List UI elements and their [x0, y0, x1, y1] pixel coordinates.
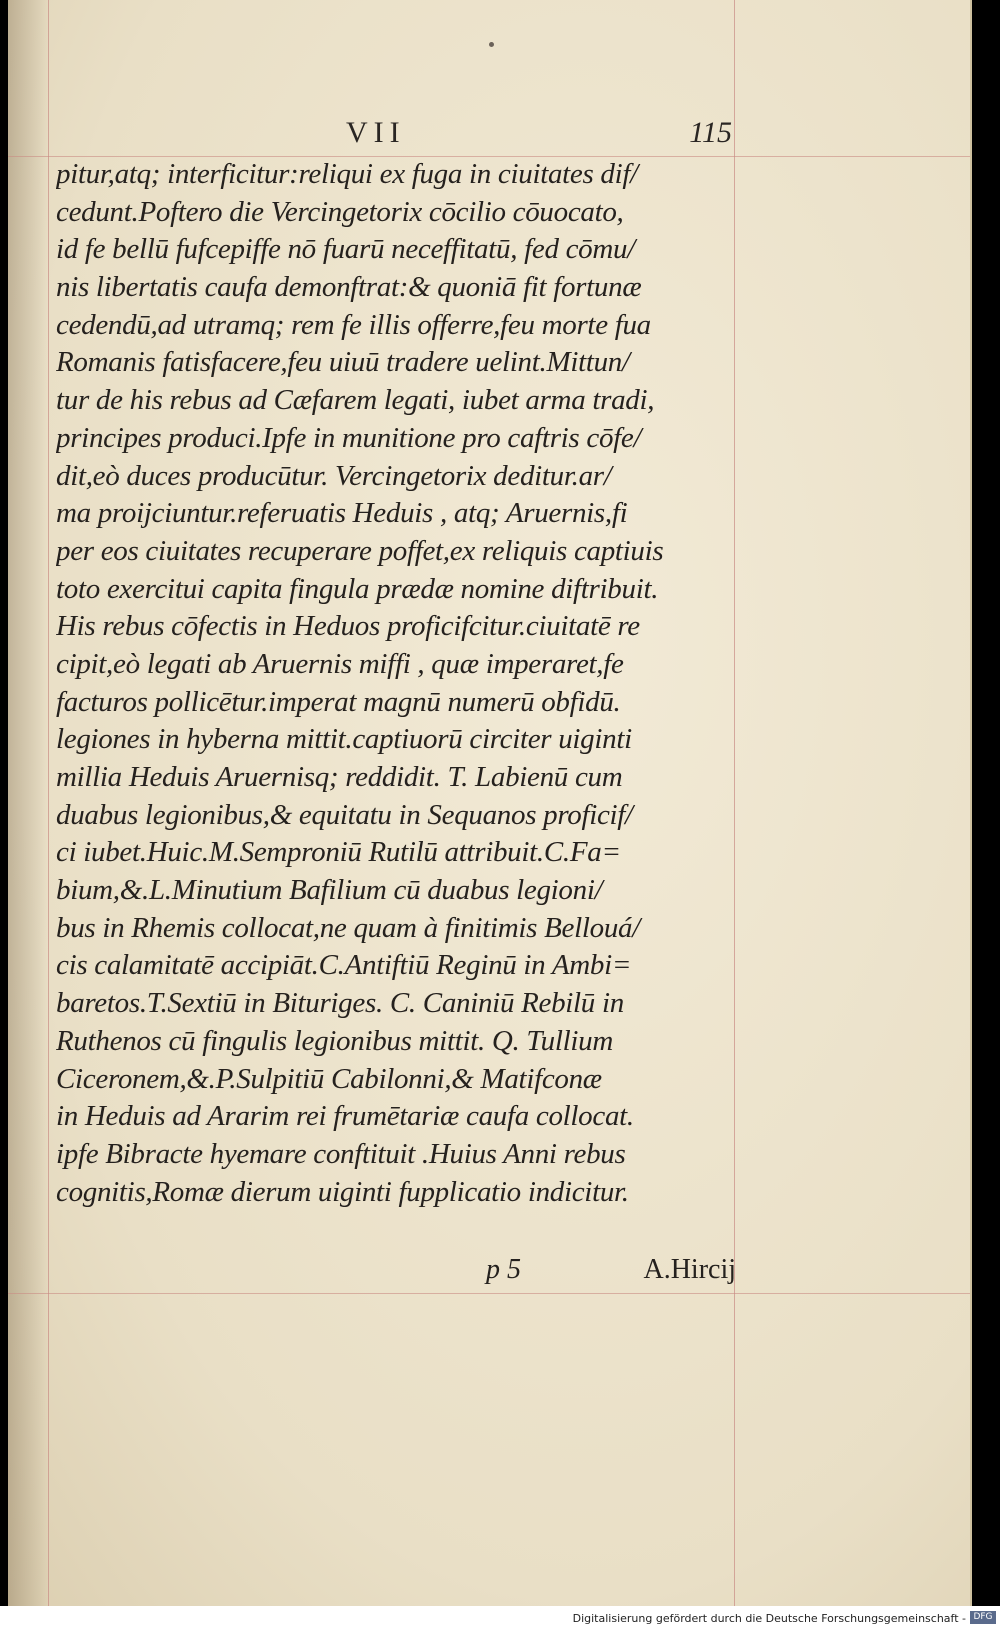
- text-line: dit,eò duces producūtur. Vercingetorix deditur.ar/: [56, 459, 612, 492]
- text-line: cognitis,Romæ dierum uiginti fupplicatio indicitur.: [56, 1175, 629, 1208]
- text-line: bus in Rhemis collocat,ne quam à finitimis Bellouá/: [56, 911, 640, 944]
- text-line: cipit,eò legati ab Aruernis miffi , quæ imperaret,fe: [56, 647, 624, 680]
- text-line: cedendū,ad utramq; rem fe illis offerre,feu morte fua: [56, 308, 651, 341]
- text-line: id fe bellū fufcepiffe nō fuarū neceffitatū, fed cōmu/: [56, 233, 635, 266]
- text-line: baretos.T.Sextiū in Bituriges. C. Caniniū Rebilū in: [56, 987, 624, 1020]
- text-line: Romanis fatisfacere,feu uiuū tradere uelint.Mittun/: [56, 346, 630, 379]
- left-margin-rule: [48, 0, 49, 1606]
- text-line: facturos pollicētur.imperat magnū numerū obfidū.: [56, 685, 621, 718]
- text-line: cis calamitatē accipiāt.C.Antiftiū Reginū in Ambi=: [56, 949, 632, 982]
- text-line: pitur,atq; interficitur:reliqui ex fuga in ciuitates dif/: [56, 158, 638, 190]
- page-footer: [56, 1254, 736, 1294]
- digitization-credit: Digitalisierung gefördert durch die Deutsche Forschungsgemeinschaft -: [572, 1612, 966, 1625]
- text-line: principes produci.Ipfe in munitione pro caftris cōfe/: [56, 421, 642, 454]
- text-line: Ruthenos cū fingulis legionibus mittit. Q. Tullium: [56, 1024, 613, 1057]
- text-line: millia Heduis Aruernisq; reddidit. T. Labienū cum: [56, 761, 623, 793]
- text-line: legiones in hyberna mittit.captiuorū circiter uiginti: [56, 723, 632, 756]
- text-line: duabus legionibus,& equitatu in Sequanos proficif/: [56, 798, 633, 831]
- text-line: ipfe Bibracte hyemare conftituit .Huius Anni rebus: [56, 1137, 626, 1170]
- signature-mark: p 5: [486, 1254, 521, 1285]
- text-line: in Heduis ad Ararim rei frumētariæ caufa collocat.: [56, 1100, 634, 1133]
- text-line: ma proijciuntur.referuatis Heduis , atq; Aruernis,fi: [56, 497, 628, 530]
- text-line: His rebus cōfectis in Heduos proficifcitur.ciuitatē re: [56, 610, 640, 643]
- text-line: toto exercitui capita fingula prædæ nomine diftribuit.: [56, 572, 659, 605]
- chapter-number: VII: [346, 116, 406, 149]
- body-text: [56, 156, 736, 1211]
- text-line: ci iubet.Huic.M.Semproniū Rutilū attribuit.C.Fa=: [56, 836, 621, 869]
- text-line: bium,&.L.Minutium Bafilium cū duabus legioni/: [56, 874, 603, 907]
- dfg-logo: DFG: [970, 1611, 996, 1624]
- page-number: 115: [689, 116, 732, 149]
- catchword: A.Hircij: [643, 1254, 736, 1285]
- text-line: cedunt.Poftero die Vercingetorix cōcilio cōuocato,: [56, 195, 624, 228]
- text-line: nis libertatis caufa demonftrat:& quoniā fit fortunæ: [56, 271, 642, 304]
- gutter-shadow: [8, 0, 48, 1606]
- page-speck: [489, 42, 494, 47]
- running-header: [56, 116, 732, 156]
- text-line: per eos ciuitates recuperare poffet,ex reliquis captiuis: [56, 534, 664, 567]
- text-line: Ciceronem,&.P.Sulpitiū Cabilonni,& Matifconæ: [56, 1062, 602, 1095]
- text-line: tur de his rebus ad Cæfarem legati, iubet arma tradi,: [56, 384, 655, 417]
